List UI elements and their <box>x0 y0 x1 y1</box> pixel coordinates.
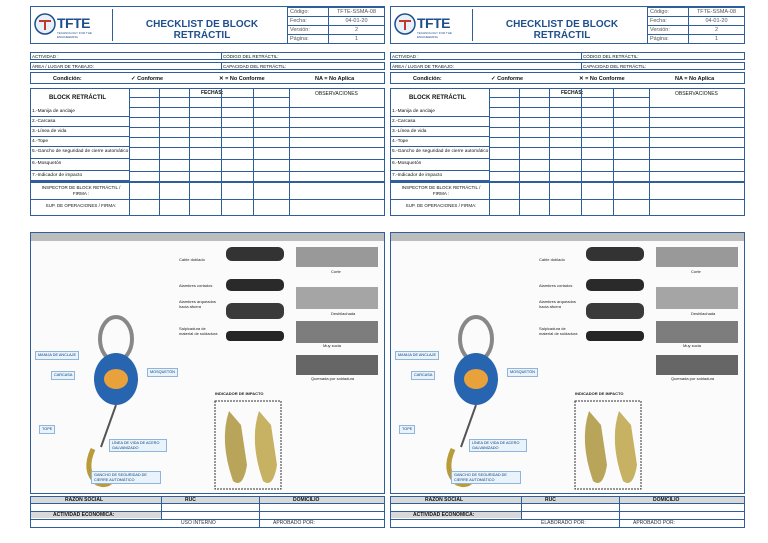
check-cell[interactable] <box>582 118 612 126</box>
checklist-table <box>390 88 745 216</box>
check-cell[interactable] <box>582 160 612 170</box>
checklist-item: 4.-Tope <box>391 137 489 147</box>
meta-value: 1 <box>328 35 384 43</box>
check-cell[interactable] <box>190 108 220 116</box>
checklist-sheet <box>390 6 745 529</box>
label-mosqueton: MOSQUETÓN <box>147 368 178 377</box>
check-cell[interactable] <box>550 118 580 126</box>
check-cell[interactable] <box>520 118 548 126</box>
meta-value: 2 <box>688 26 744 34</box>
label-carcasa: CARCASA <box>51 371 75 380</box>
label-gancho: GANCHO DE SEGURIDAD DE CIERRE AUTOMÁTICO <box>451 471 521 484</box>
activity-label: ACTIVIDAD : <box>392 54 419 59</box>
meta-row <box>647 25 745 34</box>
meta-key: Versión: <box>290 27 310 33</box>
footer-ruc: RUC <box>185 497 196 503</box>
check-cell[interactable] <box>254 148 288 158</box>
check-cell[interactable] <box>550 128 580 136</box>
code-label: CÓDIGO DEL RETRÁCTIL: <box>223 54 279 59</box>
checklist-item: 7.-Indicador de impacto <box>31 171 129 181</box>
legend-no-aplica: NA = No Aplica <box>315 76 355 82</box>
footer-domicilio: DOMICILIO <box>293 497 320 503</box>
label-arqueados: Alambres arqueados hacia afuera <box>179 299 216 309</box>
inspector-sign-label: INSPECTOR DE BLOCK RETRÁCTIL / FIRMA : <box>41 185 121 196</box>
check-cell[interactable] <box>614 128 648 136</box>
dates-header: FECHAS: <box>561 90 584 96</box>
checklist-item: 6.-Mosquetón <box>31 159 129 171</box>
check-cell[interactable] <box>254 160 288 170</box>
label-salpicadura: Salpicadura de material de soldadura <box>539 326 578 336</box>
check-cell[interactable] <box>614 172 648 180</box>
check-cell[interactable] <box>160 118 188 126</box>
label-indicador: INDICADOR DE IMPACTO <box>215 391 264 396</box>
label-mosqueton: MOSQUETÓN <box>507 368 538 377</box>
footer-approved-label: APROBADO POR: <box>273 520 315 526</box>
page-title: CHECKLIST DE BLOCK RETRÁCTIL <box>505 19 619 41</box>
check-cell[interactable] <box>490 118 518 126</box>
checklist-item: 4.-Tope <box>31 137 129 147</box>
meta-row <box>287 7 385 16</box>
label-indicador: INDICADOR DE IMPACTO <box>575 391 624 396</box>
check-cell[interactable] <box>254 118 288 126</box>
check-cell[interactable] <box>190 148 220 158</box>
footer-table <box>390 496 745 528</box>
company-logo <box>393 9 473 41</box>
check-cell[interactable] <box>490 172 518 180</box>
condition-label: Condición: <box>53 76 82 82</box>
inspection-illustration <box>390 232 745 494</box>
check-cell[interactable] <box>190 118 220 126</box>
footer-left-label: ELABORADO POR: <box>541 520 586 526</box>
checklist-item: 7.-Indicador de impacto <box>391 171 489 181</box>
meta-key: Código: <box>290 9 309 15</box>
label-alambres: Alambres cortados <box>179 283 213 288</box>
logo-subtext: TECHNOLOGY FOR THE ENGINEERING <box>417 31 452 39</box>
meta-key: Página: <box>650 36 669 42</box>
legend-conforme: ✓ Conforme <box>491 76 524 82</box>
company-logo <box>33 9 113 41</box>
area-row <box>390 62 745 70</box>
checklist-item: 2.-Carcasa <box>391 117 489 127</box>
logo-text: TFTE <box>417 15 450 31</box>
check-cell[interactable] <box>490 148 518 158</box>
checklist-item: 3.-Línea de vida <box>31 127 129 137</box>
check-cell[interactable] <box>254 138 288 146</box>
legend-conforme: ✓ Conforme <box>131 76 164 82</box>
logo-subtext: TECHNOLOGY FOR THE ENGINEERING <box>57 31 92 39</box>
check-cell[interactable] <box>582 108 612 116</box>
impact-indicator-hooks <box>215 401 281 489</box>
condition-label: Condición: <box>413 76 442 82</box>
check-cell[interactable] <box>614 160 648 170</box>
label-muysucia: Muy sucia <box>323 343 342 348</box>
observations-header: OBSERVACIONES <box>315 91 358 97</box>
check-cell[interactable] <box>520 172 548 180</box>
condition-legend <box>30 72 385 84</box>
check-cell[interactable] <box>130 172 158 180</box>
check-cell[interactable] <box>550 148 580 158</box>
logo-text: TFTE <box>57 15 90 31</box>
label-tope: TOPE <box>39 425 55 434</box>
label-manija: MANIJA DE ANCLAJE <box>35 351 79 360</box>
check-cell[interactable] <box>222 148 252 158</box>
check-cell[interactable] <box>520 138 548 146</box>
footer-actividad: ACTIVIDAD ECONOMICA: <box>413 512 475 518</box>
cable-samples <box>586 247 644 341</box>
check-cell[interactable] <box>222 118 252 126</box>
meta-row <box>647 16 745 25</box>
check-cell[interactable] <box>254 128 288 136</box>
meta-row <box>287 16 385 25</box>
activity-row <box>30 52 385 60</box>
check-cell[interactable] <box>160 128 188 136</box>
label-corte: Corte <box>691 269 701 274</box>
check-cell[interactable] <box>130 148 158 158</box>
label-cable: Cable doblado <box>179 257 205 262</box>
check-cell[interactable] <box>614 118 648 126</box>
checklist-table <box>30 88 385 216</box>
check-cell[interactable] <box>130 160 158 170</box>
logo-emblem-icon <box>394 13 416 35</box>
check-cell[interactable] <box>550 138 580 146</box>
retractable-unit <box>89 317 138 485</box>
check-cell[interactable] <box>130 138 158 146</box>
check-cell[interactable] <box>190 172 220 180</box>
capacity-label: CAPACIDAD DEL RETRÁCTIL: <box>583 64 647 69</box>
check-cell[interactable] <box>490 160 518 170</box>
legend-no-conforme: ✕ = No Conforme <box>219 76 265 82</box>
block-label: BLOCK RETRÁCTIL <box>409 95 466 101</box>
check-cell[interactable] <box>254 172 288 180</box>
checklist-item: 1.-Manija de anclaje <box>391 107 489 117</box>
check-cell[interactable] <box>222 172 252 180</box>
checklist-item: 6.-Mosquetón <box>391 159 489 171</box>
check-cell[interactable] <box>520 108 548 116</box>
logo-emblem-icon <box>34 13 56 35</box>
block-label: BLOCK RETRÁCTIL <box>49 95 106 101</box>
label-quemada: Quemada por soldadura <box>311 376 355 381</box>
check-cell[interactable] <box>614 108 648 116</box>
checklist-item: 2.-Carcasa <box>31 117 129 127</box>
meta-value: 04-01-20 <box>328 17 384 25</box>
footer-left-label: USO INTERNO <box>181 520 216 526</box>
legend-no-aplica: NA = No Aplica <box>675 76 715 82</box>
check-cell[interactable] <box>222 138 252 146</box>
check-cell[interactable] <box>520 148 548 158</box>
check-cell[interactable] <box>520 128 548 136</box>
check-cell[interactable] <box>490 108 518 116</box>
label-muysucia: Muy sucia <box>683 343 702 348</box>
meta-key: Versión: <box>650 27 670 33</box>
checklist-item: 5.-Gancho de seguridad de cierre automático <box>391 147 489 159</box>
retractable-block-drawing <box>391 241 744 495</box>
check-cell[interactable] <box>520 160 548 170</box>
label-carcasa: CARCASA <box>411 371 435 380</box>
check-cell[interactable] <box>222 108 252 116</box>
header-box <box>390 6 745 44</box>
activity-row <box>390 52 745 60</box>
footer-actividad: ACTIVIDAD ECONOMICA: <box>53 512 115 518</box>
check-cell[interactable] <box>190 160 220 170</box>
footer-approved-label: APROBADO POR: <box>633 520 675 526</box>
check-cell[interactable] <box>130 108 158 116</box>
footer-razon: RAZON SOCIAL <box>65 497 104 503</box>
check-cell[interactable] <box>190 138 220 146</box>
header-box <box>30 6 385 44</box>
check-cell[interactable] <box>582 172 612 180</box>
footer-table <box>30 496 385 528</box>
checklist-item: 3.-Línea de vida <box>391 127 489 137</box>
meta-value: 2 <box>328 26 384 34</box>
check-cell[interactable] <box>614 148 648 158</box>
inspection-illustration <box>30 232 385 494</box>
retractable-unit <box>449 317 498 485</box>
check-cell[interactable] <box>582 138 612 146</box>
label-alambres: Alambres cortados <box>539 283 573 288</box>
check-cell[interactable] <box>550 160 580 170</box>
check-cell[interactable] <box>160 148 188 158</box>
meta-key: Fecha: <box>290 18 307 24</box>
label-linea: LÍNEA DE VIDA DE ACERO GALVANIZADO <box>109 439 167 452</box>
check-cell[interactable] <box>490 138 518 146</box>
label-arqueados: Alambres arqueados hacia afuera <box>539 299 576 309</box>
check-cell[interactable] <box>582 128 612 136</box>
meta-key: Código: <box>650 9 669 15</box>
check-cell[interactable] <box>130 118 158 126</box>
check-cell[interactable] <box>222 160 252 170</box>
label-corte: Corte <box>331 269 341 274</box>
meta-row <box>287 34 385 43</box>
label-linea: LÍNEA DE VIDA DE ACERO GALVANIZADO <box>469 439 527 452</box>
check-cell[interactable] <box>160 138 188 146</box>
legend-no-conforme: ✕ = No Conforme <box>579 76 625 82</box>
meta-key: Página: <box>290 36 309 42</box>
label-deshilachada: Deshilachada <box>691 311 716 316</box>
dates-header: FECHAS: <box>201 90 224 96</box>
meta-value: 1 <box>688 35 744 43</box>
meta-row <box>647 7 745 16</box>
supervisor-sign-label: SUP. DE OPERACIONES / FIRMA: <box>45 203 117 208</box>
check-cell[interactable] <box>614 138 648 146</box>
code-label: CÓDIGO DEL RETRÁCTIL: <box>583 54 639 59</box>
meta-key: Fecha: <box>650 18 667 24</box>
retractable-block-drawing <box>31 241 384 495</box>
footer-domicilio: DOMICILIO <box>653 497 680 503</box>
footer-ruc: RUC <box>545 497 556 503</box>
supervisor-sign-label: SUP. DE OPERACIONES / FIRMA: <box>405 203 477 208</box>
label-gancho: GANCHO DE SEGURIDAD DE CIERRE AUTOMÁTICO <box>91 471 161 484</box>
check-cell[interactable] <box>160 108 188 116</box>
checklist-sheet <box>30 6 385 529</box>
check-cell[interactable] <box>254 108 288 116</box>
cable-samples <box>226 247 284 341</box>
check-cell[interactable] <box>582 148 612 158</box>
check-cell[interactable] <box>490 128 518 136</box>
footer-razon: RAZON SOCIAL <box>425 497 464 503</box>
condition-legend <box>390 72 745 84</box>
check-cell[interactable] <box>130 128 158 136</box>
meta-value: TFTE-SSMA-08 <box>328 8 384 16</box>
capacity-label: CAPACIDAD DEL RETRÁCTIL: <box>223 64 287 69</box>
label-quemada: Quemada por soldadura <box>671 376 715 381</box>
check-cell[interactable] <box>160 172 188 180</box>
observations-header: OBSERVACIONES <box>675 91 718 97</box>
label-tope: TOPE <box>399 425 415 434</box>
area-label: ÁREA / LUGAR DE TRABAJO: <box>32 64 94 69</box>
meta-value: 04-01-20 <box>688 17 744 25</box>
area-label: ÁREA / LUGAR DE TRABAJO: <box>392 64 454 69</box>
checklist-item: 5.-Gancho de seguridad de cierre automático <box>31 147 129 159</box>
meta-value: TFTE-SSMA-08 <box>688 8 744 16</box>
page-title: CHECKLIST DE BLOCK RETRÁCTIL <box>145 19 259 41</box>
activity-label: ACTIVIDAD : <box>32 54 59 59</box>
check-cell[interactable] <box>190 128 220 136</box>
checklist-item: 1.-Manija de anclaje <box>31 107 129 117</box>
label-cable: Cable doblado <box>539 257 565 262</box>
check-cell[interactable] <box>550 108 580 116</box>
check-cell[interactable] <box>160 160 188 170</box>
label-manija: MANIJA DE ANCLAJE <box>395 351 439 360</box>
meta-row <box>647 34 745 43</box>
area-row <box>30 62 385 70</box>
meta-row <box>287 25 385 34</box>
check-cell[interactable] <box>550 172 580 180</box>
check-cell[interactable] <box>222 128 252 136</box>
impact-indicator-hooks <box>575 401 641 489</box>
label-salpicadura: Salpicadura de material de soldadura <box>179 326 218 336</box>
label-deshilachada: Deshilachada <box>331 311 356 316</box>
inspector-sign-label: INSPECTOR DE BLOCK RETRÁCTIL / FIRMA : <box>401 185 481 196</box>
